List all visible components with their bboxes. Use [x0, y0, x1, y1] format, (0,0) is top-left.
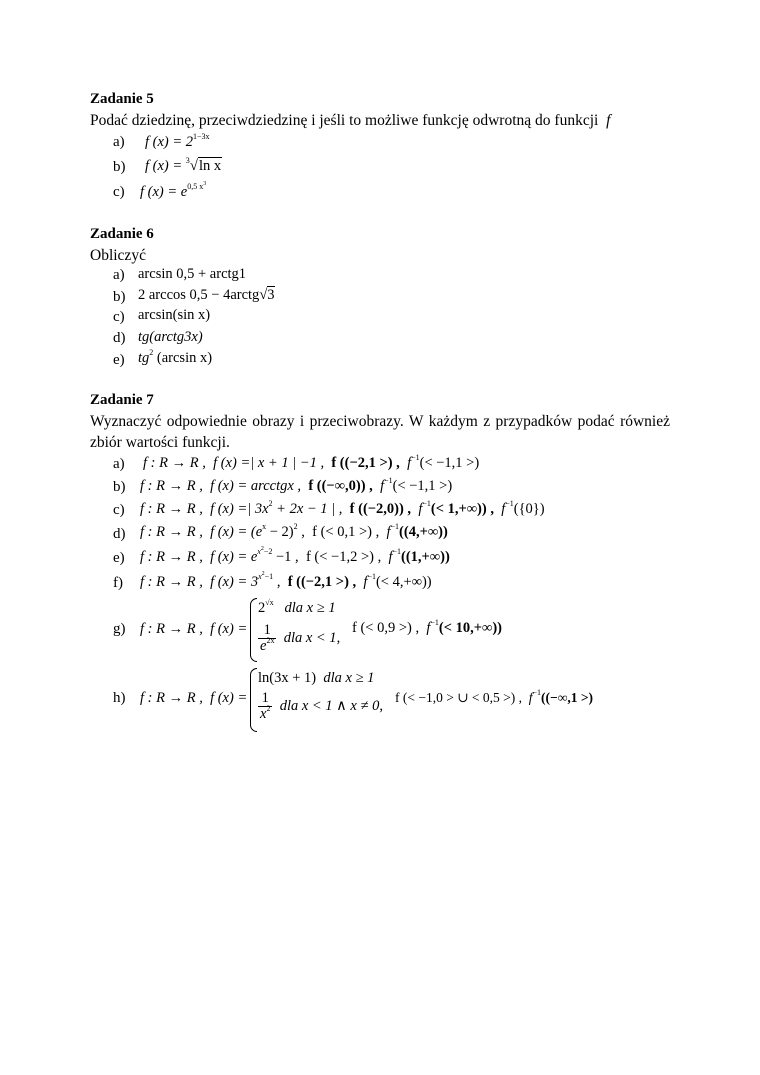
z7-d-image: f (< 0,1 >) , — [312, 524, 380, 540]
z7-b-fx: f (x) = arcctgx , — [210, 478, 302, 494]
z5-c-formula — [140, 181, 207, 201]
z5-c-exp: 0,5 x — [187, 182, 204, 191]
z7-c-pre: f — [418, 501, 423, 517]
z5-b-arg: ln x — [199, 158, 222, 174]
z7-f-image: f ((−2,1 >) , — [287, 574, 357, 590]
z7-e-label: e) — [113, 550, 125, 566]
z7-h-case2 — [258, 691, 383, 722]
z7-f-fx-exp-sup: 2 — [261, 571, 265, 577]
z7-c-image: f ((−2,0)) , — [349, 501, 412, 517]
z7-f-formula — [140, 571, 432, 591]
z7-b-pre: f — [380, 478, 385, 494]
z7-h-case2-cond: dla x < 1 ∧ x ≠ 0 — [279, 697, 380, 714]
z7-c-fx2: + 2x − 1 | , — [272, 501, 343, 517]
z7-h-case2-den-exp: 2 — [266, 704, 271, 713]
z7-h-map-fx — [140, 690, 247, 707]
z6-title: Zadanie 6 — [90, 226, 154, 242]
z7-c-pre2-exp: −1 — [505, 499, 514, 508]
z5-c-exp2: 3 — [203, 181, 207, 187]
z7-e-fx2: −1 , — [272, 549, 299, 565]
z7-h-case2-num: 1 — [258, 691, 272, 707]
z5-intro — [90, 110, 670, 131]
z7-g-case1-cond: dla x ≥ 1 — [284, 600, 336, 616]
z7-e-image: f (< −1,2 >) , — [305, 549, 382, 565]
z7-h-pre: f — [528, 690, 533, 705]
z7-d-label: d) — [113, 526, 126, 542]
z6-e-label: e) — [113, 352, 125, 368]
z7-g-case2-num: 1 — [258, 623, 276, 639]
z7-h-comma: , — [379, 697, 383, 714]
z7-b-label: b) — [113, 479, 126, 495]
z7-f-label: f) — [113, 575, 123, 591]
z7-e-pre-exp: −1 — [392, 547, 402, 556]
z7-b-map: f : R → R , — [140, 478, 203, 494]
z7-h-label: h) — [113, 690, 126, 706]
z7-h-case2-den: x — [260, 706, 267, 722]
z7-h-pre-exp: −1 — [532, 688, 542, 697]
z7-h-case1-cond: dla x ≥ 1 — [323, 670, 375, 686]
z7-d-fx3: , — [297, 524, 305, 540]
z7-g-label: g) — [113, 621, 126, 637]
z7-g-image: f (< 0,9 >) , — [352, 620, 420, 636]
z7-a-pre: f — [407, 455, 412, 471]
z6-b-root-arg: 3 — [267, 287, 275, 303]
z7-e-fx1: f (x) = e — [210, 549, 258, 565]
z7-d-formula — [140, 524, 448, 541]
z7-a-pre-exp: −1 — [411, 453, 420, 462]
z7-e-fx-exp: x — [257, 547, 261, 556]
z7-h-case1-expr: ln(3x + 1) — [258, 670, 317, 686]
z7-d-preimage: ((4,+∞)) — [399, 524, 448, 540]
z7-c-label: c) — [113, 502, 125, 518]
z7-c-preimage: (< 1,+∞)) , — [430, 501, 494, 517]
z7-g-pre-exp: −1 — [430, 618, 439, 627]
z7-g-map: f : R → R , — [140, 621, 203, 637]
z5-intro-text: Podać dziedzinę, przeciwdziedzinę i jeśli to możliwe funkcję odwrotną do funkcji — [90, 112, 599, 129]
z6-e-post: (arcsin x) — [156, 350, 213, 366]
z7-a-label: a) — [113, 456, 125, 472]
z7-h-image: f (< −1,0 > ∪ < 0,5 >) , — [395, 690, 522, 705]
z7-c-fx-exp: 2 — [268, 499, 273, 508]
z7-g-pre: f — [426, 620, 431, 636]
z6-intro: Obliczyć — [90, 247, 146, 264]
z7-f-fx1: f (x) = 3 — [210, 574, 259, 590]
z7-g-case2-cond: dla x < 1 — [283, 629, 337, 646]
z6-d-formula: tg(arctg3x) — [138, 329, 203, 345]
z7-g-case2-den-exp: 2x — [266, 636, 275, 645]
z7-a-image: f ((−2,1 >) , — [331, 455, 400, 471]
z7-d-map: f : R → R , — [140, 524, 203, 540]
z7-g-case2-fraction — [258, 623, 276, 654]
z7-f-pre: f — [363, 574, 368, 590]
z6-b-label: b) — [113, 289, 126, 305]
z7-g-preimage: (< 10,+∞)) — [438, 620, 502, 636]
z7-f-fx-exp-rest: −1 — [264, 572, 274, 581]
z5-a-lhs: f (x) = 2 — [145, 134, 194, 150]
z7-b-preimage: (< −1,1 >) — [392, 478, 453, 494]
z5-title: Zadanie 5 — [90, 91, 154, 107]
z7-b-pre-exp: −1 — [384, 476, 393, 485]
z7-f-pre-exp: −1 — [367, 572, 376, 581]
z7-a-map: f : R → R , — [143, 455, 206, 471]
z7-g-map-fx — [140, 621, 247, 638]
z7-g-case1-base: 2 — [258, 600, 266, 616]
z7-a-preimage: (< −1,1 >) — [419, 455, 480, 471]
z6-b-text: 2 arccos 0,5 − 4arctg — [138, 287, 260, 303]
z6-e-formula — [138, 350, 212, 367]
z7-c-pre-exp: −1 — [422, 499, 431, 508]
z7-g-fx: f (x) = — [210, 621, 248, 637]
z7-b-formula — [140, 478, 452, 495]
z7-c-formula — [140, 501, 545, 518]
z7-a-formula — [143, 455, 479, 472]
z7-d-pre: f — [386, 524, 391, 540]
z5-a-exp: 1−3x — [193, 132, 210, 141]
z5-b-root-index: 3 — [185, 156, 190, 165]
z7-h-fx: f (x) = — [210, 690, 248, 706]
z7-g-rest — [352, 620, 502, 637]
z7-h-preimage: ((−∞,1 >) — [541, 690, 594, 705]
z7-f-fx2: , — [273, 574, 281, 590]
z6-b-formula: 2 arccos 0,5 − 4arctg√3 — [138, 287, 275, 303]
z7-f-fx-exp: x — [258, 572, 262, 581]
z7-g-case1 — [258, 600, 336, 617]
z7-d-fx1: f (x) = (e — [210, 524, 263, 540]
z7-h-case2-fraction — [258, 691, 272, 722]
z7-h-case1 — [258, 670, 374, 687]
z7-d-pre-exp: −1 — [390, 522, 400, 531]
z7-c-pre2: f — [501, 501, 506, 517]
z7-d-fx2: − 2) — [266, 524, 294, 540]
z7-h-rest — [395, 690, 593, 706]
z5-b-label: b) — [113, 159, 126, 175]
z7-g-case1-exp: √x — [265, 598, 274, 607]
z7-d-fx-exp: x — [262, 522, 267, 531]
z6-d-label: d) — [113, 330, 126, 346]
z7-g-comma: , — [336, 629, 341, 646]
z6-a-label: a) — [113, 267, 125, 283]
z7-h-map: f : R → R , — [140, 690, 203, 706]
z7-g-case2-den: e — [260, 638, 267, 654]
z7-e-preimage: ((1,+∞)) — [401, 549, 450, 565]
z7-e-map: f : R → R , — [140, 549, 203, 565]
z7-title: Zadanie 7 — [90, 392, 154, 408]
z6-e-exp: 2 — [149, 348, 154, 357]
z7-intro: Wyznaczyć odpowiednie obrazy i przeciwobrazy. W każdym z przypadków podać również zbiór wartości funkcji. — [90, 413, 670, 451]
z7-a-fx: f (x) =| x + 1 | −1 , — [213, 455, 325, 471]
z5-intro-var: f — [606, 112, 611, 129]
z5-b-lhs: f (x) = — [145, 158, 186, 174]
z7-f-map: f : R → R , — [140, 574, 203, 590]
z7-c-fx1: f (x) =| 3x — [210, 501, 269, 517]
z7-h-brace — [250, 668, 257, 732]
z7-g-case2 — [258, 623, 340, 654]
z6-a-formula: arcsin 0,5 + arctg1 — [138, 266, 247, 282]
z7-e-pre: f — [388, 549, 393, 565]
z7-d-fx-exp2: 2 — [293, 522, 298, 531]
z5-c-lhs: f (x) = e — [140, 184, 188, 200]
z6-e-pre: tg — [138, 350, 150, 366]
z7-c-preimage2: ({0}) — [513, 501, 545, 517]
z7-g-brace — [250, 598, 257, 662]
z7-e-fx-exp-sup: 2 — [260, 546, 264, 552]
z6-c-label: c) — [113, 309, 125, 325]
z5-a-formula — [145, 134, 210, 151]
z5-b-formula: f (x) = $^3$√ln x — [145, 156, 222, 174]
z7-f-preimage: (< 4,+∞)) — [375, 574, 432, 590]
z6-c-formula: arcsin(sin x) — [138, 307, 211, 323]
z5-a-label: a) — [113, 134, 125, 150]
z5-c-label: c) — [113, 184, 125, 200]
z7-b-image: f ((−∞,0)) , — [308, 478, 373, 494]
z7-c-map: f : R → R , — [140, 501, 203, 517]
z7-e-formula — [140, 546, 450, 566]
z7-e-fx-exp-rest: −2 — [263, 547, 273, 556]
